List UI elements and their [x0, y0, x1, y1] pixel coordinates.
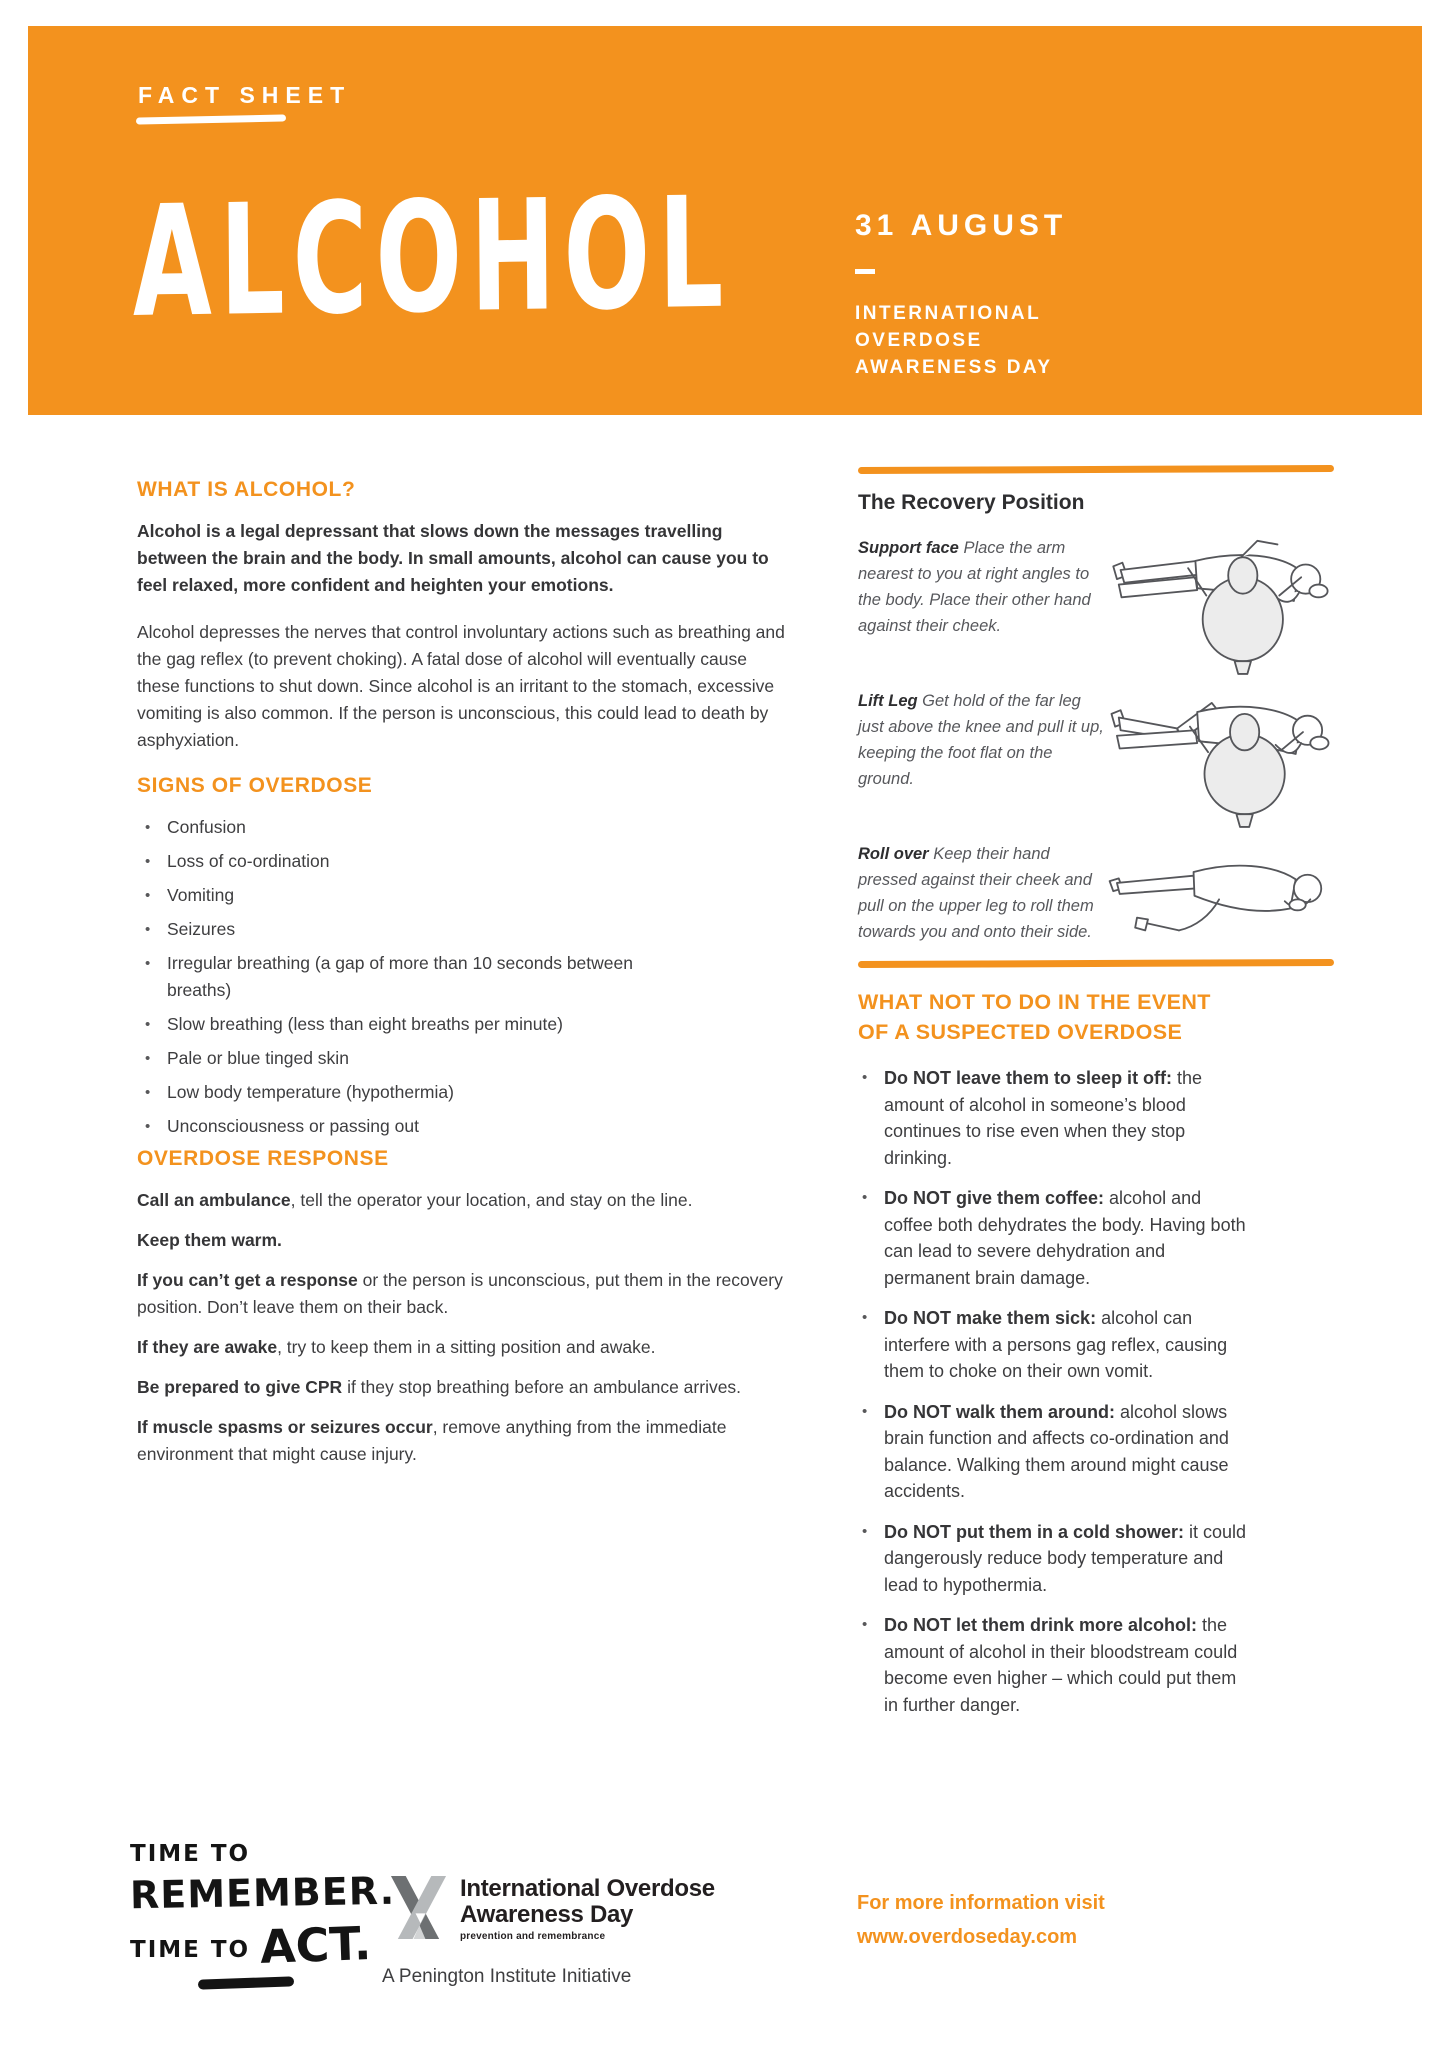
recovery-step-2-illustration	[1106, 688, 1334, 835]
recovery-position-heading: The Recovery Position	[858, 491, 1085, 514]
response-lead: If you can’t get a response	[137, 1270, 358, 1290]
list-item: • Slow breathing (less than eight breaths per minute)	[137, 1011, 702, 1038]
logo-line-small: TIME TO	[130, 1937, 251, 1963]
not-to-do-lead: Do NOT let them drink more alcohol:	[884, 1615, 1198, 1635]
recovery-step-text	[858, 535, 1106, 639]
not-to-do-lead: Do NOT give them coffee:	[884, 1188, 1105, 1208]
initiative-text: A Penington Institute Initiative	[382, 1966, 632, 1987]
intro-paragraph: Alcohol is a legal depressant that slows down the messages travelling between the brain and the body. In small amounts, alcohol can cause you to feel relaxed, more confident and heighten your emotions.	[137, 521, 769, 595]
list-item: • Confusion	[137, 814, 702, 841]
more-info-label: For more information visit	[857, 1892, 1105, 1914]
overdose-response-heading: OVERDOSE RESPONSE	[137, 1147, 389, 1170]
body-paragraph: Alcohol depresses the nerves that control involuntary actions such as breathing and the gag reflex (to prevent choking). A fatal dose of alcohol will eventually cause these functions to shut down. Since alcohol is an irritant to the stomach, excessive vomiting is also common. If the person is unconscious, this could lead to death by asphyxiation.	[137, 622, 785, 750]
logo-line: REMEMBER.	[129, 1868, 396, 1918]
response-lead: Be prepared to give CPR	[137, 1377, 343, 1397]
response-rest: , try to keep them in a sitting position and awake.	[277, 1337, 656, 1357]
list-item	[858, 1612, 1250, 1718]
recovery-step-label: Support face	[858, 539, 959, 557]
response-paragraph	[137, 1414, 785, 1468]
ioad-logo-text	[460, 1876, 715, 1942]
response-paragraph	[137, 1334, 785, 1361]
not-to-do-rest: the amount of alcohol in their bloodstream could become even higher – which could put them in further danger.	[884, 1615, 1238, 1715]
list-item: • Vomiting	[137, 882, 702, 909]
what-not-to-do-heading	[858, 987, 1334, 1047]
orange-brush-rule	[858, 959, 1334, 968]
response-rest: , remove anything from the immediate environment that might cause injury.	[137, 1417, 727, 1464]
response-rest: , tell the operator your location, and stay on the line.	[290, 1190, 693, 1210]
logo-line: TIME TO	[130, 1841, 251, 1867]
recovery-step-desc: Get hold of the far leg just above the knee and pull it up, keeping the foot flat on the ground.	[858, 692, 1104, 788]
response-rest: or the person is unconscious, put them in the recovery position. Don’t leave them on their back.	[137, 1270, 783, 1317]
event-name-line: AWARENESS DAY	[855, 357, 1053, 378]
not-to-do-rest: alcohol slows brain function and affects co-ordination and balance. Walking them around might cause accidents.	[884, 1401, 1229, 1501]
logo-line-big: ACT.	[259, 1916, 373, 1974]
not-to-do-rest: the amount of alcohol in someone’s blood continues to rise even when they stop drinking.	[884, 1068, 1203, 1168]
recovery-step-2	[858, 688, 1334, 835]
list-item: • Irregular breathing (a gap of more than 10 seconds between breaths)	[137, 950, 702, 1004]
recovery-step-1-illustration	[1106, 535, 1334, 682]
event-name	[855, 300, 1067, 381]
recovery-step-3	[858, 841, 1334, 950]
more-info-block	[857, 1886, 1105, 1954]
response-paragraph	[137, 1227, 785, 1254]
event-name-line: INTERNATIONAL	[855, 303, 1042, 324]
signs-list	[137, 814, 702, 1140]
not-to-do-lead: Do NOT make them sick:	[884, 1308, 1097, 1328]
response-rest: if they stop breathing before an ambulance arrives.	[342, 1377, 742, 1397]
right-column	[858, 466, 1334, 1732]
list-item: • Low body temperature (hypothermia)	[137, 1079, 702, 1106]
not-to-do-rest: it could dangerously reduce body temperature and lead to hypothermia.	[884, 1521, 1247, 1595]
response-lead: Call an ambulance	[137, 1190, 291, 1210]
list-item: • Seizures	[137, 916, 702, 943]
event-date: 31 AUGUST	[855, 209, 1068, 242]
ioad-name-line: Awareness Day	[460, 1901, 634, 1928]
response-lead: If they are awake	[137, 1337, 278, 1357]
list-item	[858, 1399, 1250, 1505]
ioad-logo	[390, 1876, 715, 1942]
time-to-remember-logo	[130, 1843, 395, 1988]
overdose-response-paragraphs	[137, 1187, 785, 1468]
brush-underline	[198, 1976, 294, 1989]
ioad-tagline: prevention and remembrance	[460, 1931, 606, 1942]
signs-of-overdose-heading: SIGNS OF OVERDOSE	[137, 774, 373, 797]
list-item	[858, 1519, 1250, 1599]
kicker-brush-rule	[136, 114, 286, 124]
ioad-logo-mark-icon	[390, 1876, 447, 1939]
kicker: FACT SHEET	[138, 82, 352, 108]
list-item	[858, 1305, 1250, 1385]
response-paragraph	[137, 1187, 785, 1214]
website-link[interactable]: www.overdoseday.com	[857, 1926, 1078, 1948]
recovery-step-1	[858, 535, 1334, 682]
page-title: ALCOHOL	[132, 164, 732, 353]
dash-rule	[855, 269, 875, 274]
list-item	[858, 1065, 1250, 1171]
response-lead: Keep them warm.	[137, 1230, 282, 1250]
hero-banner	[28, 26, 1422, 415]
heading-line: OF A SUSPECTED OVERDOSE	[858, 1020, 1183, 1044]
response-paragraph	[137, 1267, 785, 1321]
not-to-do-list	[858, 1065, 1250, 1718]
recovery-step-desc: Keep their hand pressed against their cheek and pull on the upper leg to roll them towards you and onto their side.	[858, 845, 1094, 941]
list-item: • Unconsciousness or passing out	[137, 1113, 702, 1140]
left-column	[137, 478, 785, 1481]
recovery-step-3-illustration	[1106, 841, 1334, 950]
not-to-do-lead: Do NOT leave them to sleep it off:	[884, 1068, 1173, 1088]
not-to-do-rest: alcohol and coffee both dehydrates the body. Having both can lead to severe dehydration and permanent brain damage.	[884, 1188, 1246, 1288]
recovery-step-desc: Place the arm nearest to you at right angles to the body. Place their other hand against their cheek.	[858, 539, 1091, 635]
ioad-name-line: International Overdose	[460, 1875, 715, 1902]
response-paragraph	[137, 1374, 785, 1401]
not-to-do-lead: Do NOT put them in a cold shower:	[884, 1521, 1185, 1542]
list-item: • Pale or blue tinged skin	[137, 1045, 702, 1072]
recovery-step-label: Lift Leg	[858, 692, 918, 710]
orange-brush-rule	[858, 465, 1334, 474]
heading-line: WHAT NOT TO DO IN THE EVENT	[858, 990, 1211, 1014]
event-name-line: OVERDOSE	[855, 330, 983, 351]
list-item	[858, 1185, 1250, 1291]
response-lead: If muscle spasms or seizures occur	[137, 1417, 433, 1437]
what-is-alcohol-heading: WHAT IS ALCOHOL?	[137, 478, 356, 501]
not-to-do-rest: alcohol can interfere with a persons gag reflex, causing them to choke on their own vomit.	[884, 1308, 1228, 1381]
date-block	[855, 209, 1067, 381]
not-to-do-lead: Do NOT walk them around:	[884, 1401, 1116, 1422]
list-item: • Loss of co-ordination	[137, 848, 702, 875]
recovery-step-text	[858, 841, 1106, 945]
logo-line	[130, 1916, 395, 1974]
recovery-step-text	[858, 688, 1106, 792]
recovery-step-label: Roll over	[858, 845, 929, 863]
